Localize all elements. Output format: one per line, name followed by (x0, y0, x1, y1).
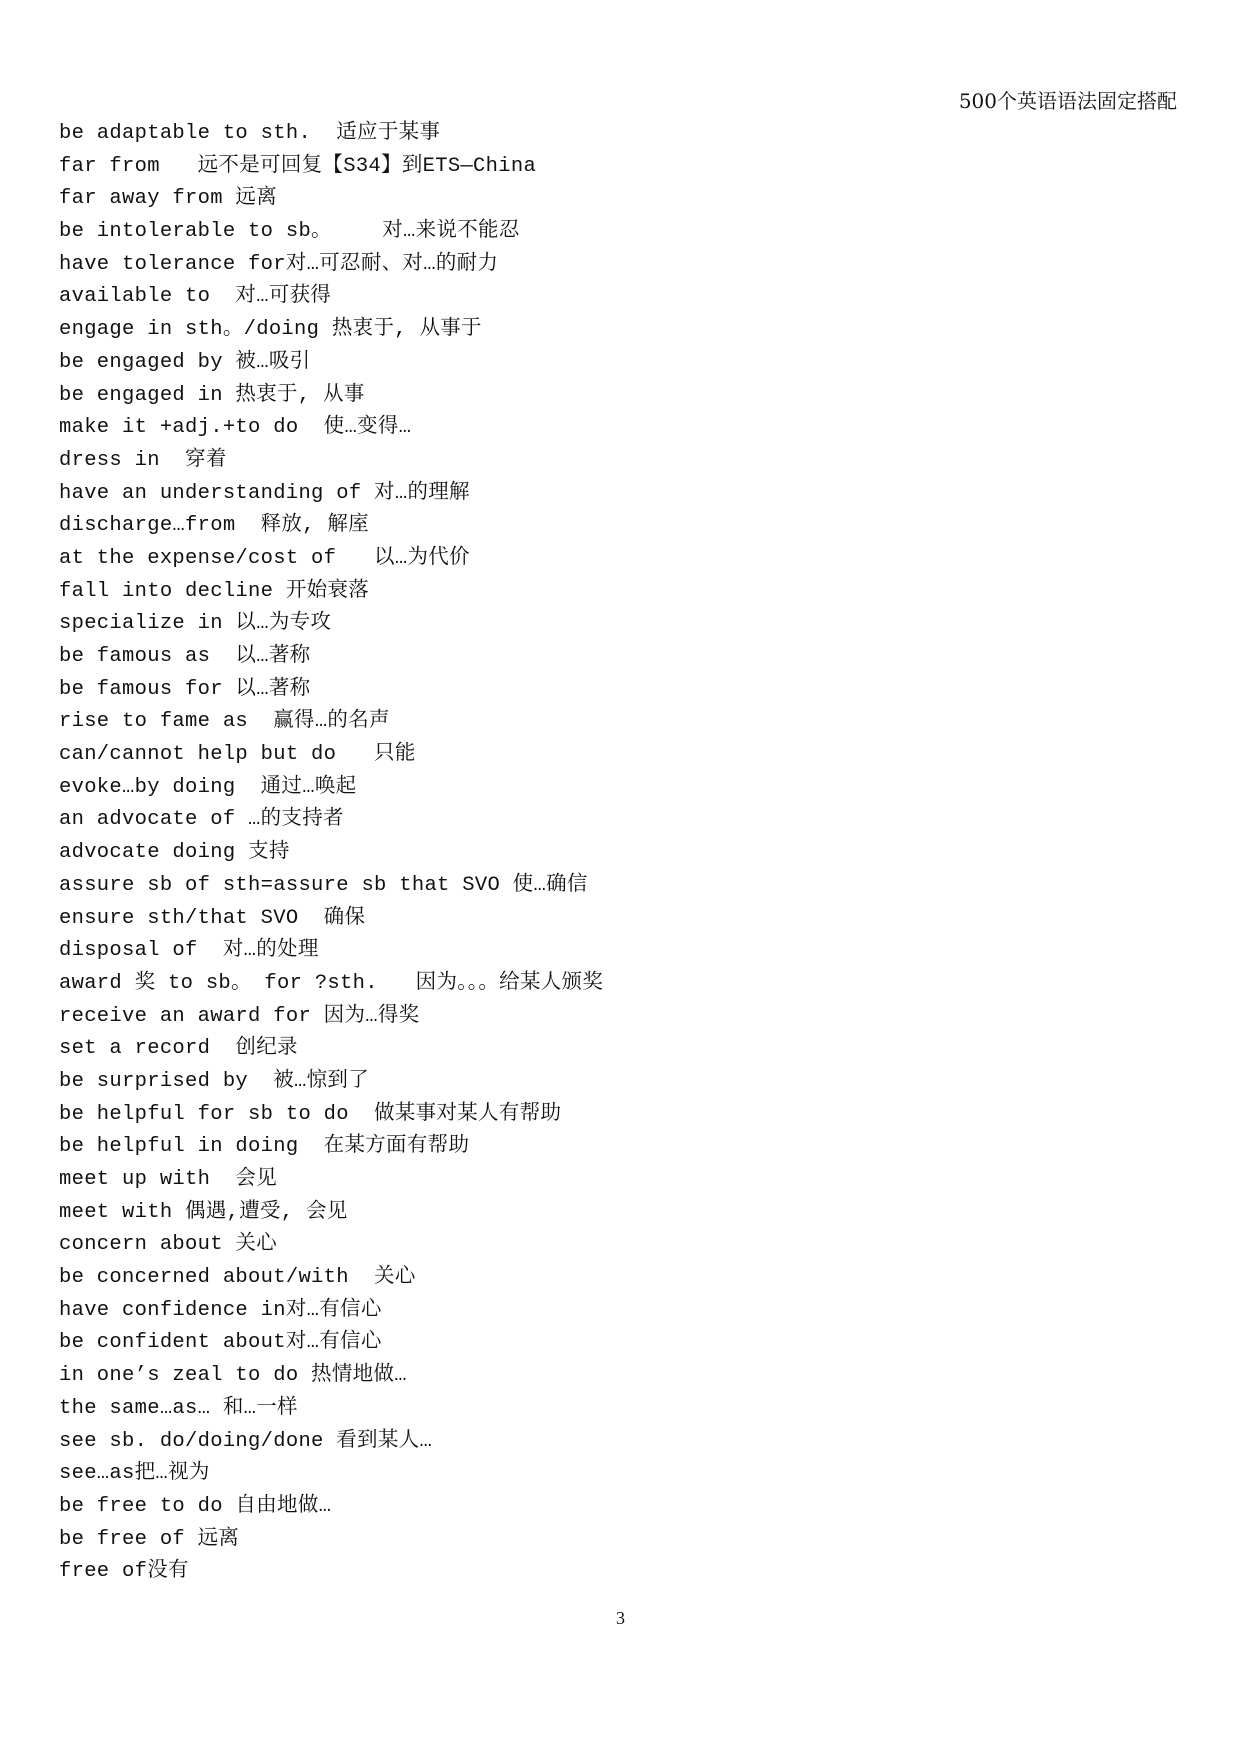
phrase-entry: be intolerable to sb。 对…来说不能忍 (59, 220, 520, 244)
phrase-entry: an advocate of …的支持者 (59, 808, 344, 832)
phrase-entry: see…as把…视为 (59, 1462, 210, 1486)
phrase-entry: specialize in 以…为专攻 (59, 612, 332, 636)
phrase-entry: be confident about对…有信心 (59, 1331, 382, 1355)
phrase-entry: discharge…from 释放, 解庢 (59, 514, 370, 538)
page-header-title: 500个英语语法固定搭配 (958, 89, 1177, 113)
phrase-entry: disposal of 对…的处理 (59, 939, 319, 963)
phrase-entry: in one’s zeal to do 热情地做… (59, 1364, 407, 1388)
phrase-entry: be engaged in 热衷于, 从事 (59, 383, 365, 407)
phrase-entry: evoke…by doing 通过…唤起 (59, 775, 357, 799)
phrase-entry: fall into decline 开始衰落 (59, 579, 370, 603)
phrase-entry: be free of 远离 (59, 1527, 240, 1551)
phrase-entry: receive an award for 因为…得奖 (59, 1004, 420, 1028)
phrase-entry: rise to fame as 赢得…的名声 (59, 710, 390, 734)
phrase-entry: be concerned about/with 关心 (59, 1266, 416, 1290)
phrase-entry: far from 远不是可回复【S34】到ETS—China (59, 154, 537, 178)
phrase-entry: have tolerance for对…可忍耐、对…的耐力 (59, 252, 499, 276)
phrase-entry: concern about 关心 (59, 1233, 278, 1257)
phrase-entry: dress in 穿着 (59, 448, 227, 472)
phrase-entry: ensure sth/that SVO 确保 (59, 906, 366, 930)
phrase-entry: engage in sth。/doing 热衷于, 从事于 (59, 318, 482, 342)
phrase-entry: far away from 远离 (59, 187, 278, 211)
phrase-entry: be adaptable to sth. 适应于某事 (59, 122, 441, 145)
phrase-entry: be famous for 以…著称 (59, 677, 311, 701)
phrase-entry: have confidence in对…有信心 (59, 1298, 382, 1322)
phrase-entry: can/cannot help but do 只能 (59, 743, 416, 767)
phrase-entry: be engaged by 被…吸引 (59, 350, 311, 374)
phrase-entry: see sb. do/doing/done 看到某人… (59, 1429, 433, 1453)
phrase-entry: the same…as… 和…一样 (59, 1396, 298, 1420)
phrase-list (59, 118, 603, 1589)
phrase-entry: available to 对…可获得 (59, 285, 332, 309)
phrase-entry: have an understanding of 对…的理解 (59, 481, 470, 505)
phrase-entry: assure sb of sth=assure sb that SVO 使…确信 (59, 873, 588, 897)
phrase-entry: meet up with 会见 (59, 1168, 278, 1191)
phrase-entry: award 奖 to sb。 for ?sth. 因为。。。给某人颁奖 (59, 971, 604, 995)
phrase-entry: meet with 偶遇,遭受, 会见 (59, 1200, 348, 1224)
phrase-entry: set a record 创纪录 (59, 1037, 298, 1061)
phrase-entry: be free to do 自由地做… (59, 1494, 332, 1518)
phrase-entry: be famous as 以…著称 (59, 645, 311, 668)
phrase-entry: be helpful for sb to do 做某事对某人有帮助 (59, 1102, 562, 1126)
phrase-entry: be surprised by 被…惊到了 (59, 1069, 370, 1093)
page-number: 3 (616, 1608, 625, 1628)
phrase-entry: be helpful in doing 在某方面有帮助 (59, 1135, 470, 1159)
phrase-entry: make it +adj.+to do 使…变得… (59, 416, 412, 440)
phrase-entry: advocate doing 支持 (59, 841, 290, 865)
phrase-entry: free of没有 (59, 1560, 189, 1584)
phrase-entry: at the expense/cost of 以…为代价 (59, 546, 470, 570)
